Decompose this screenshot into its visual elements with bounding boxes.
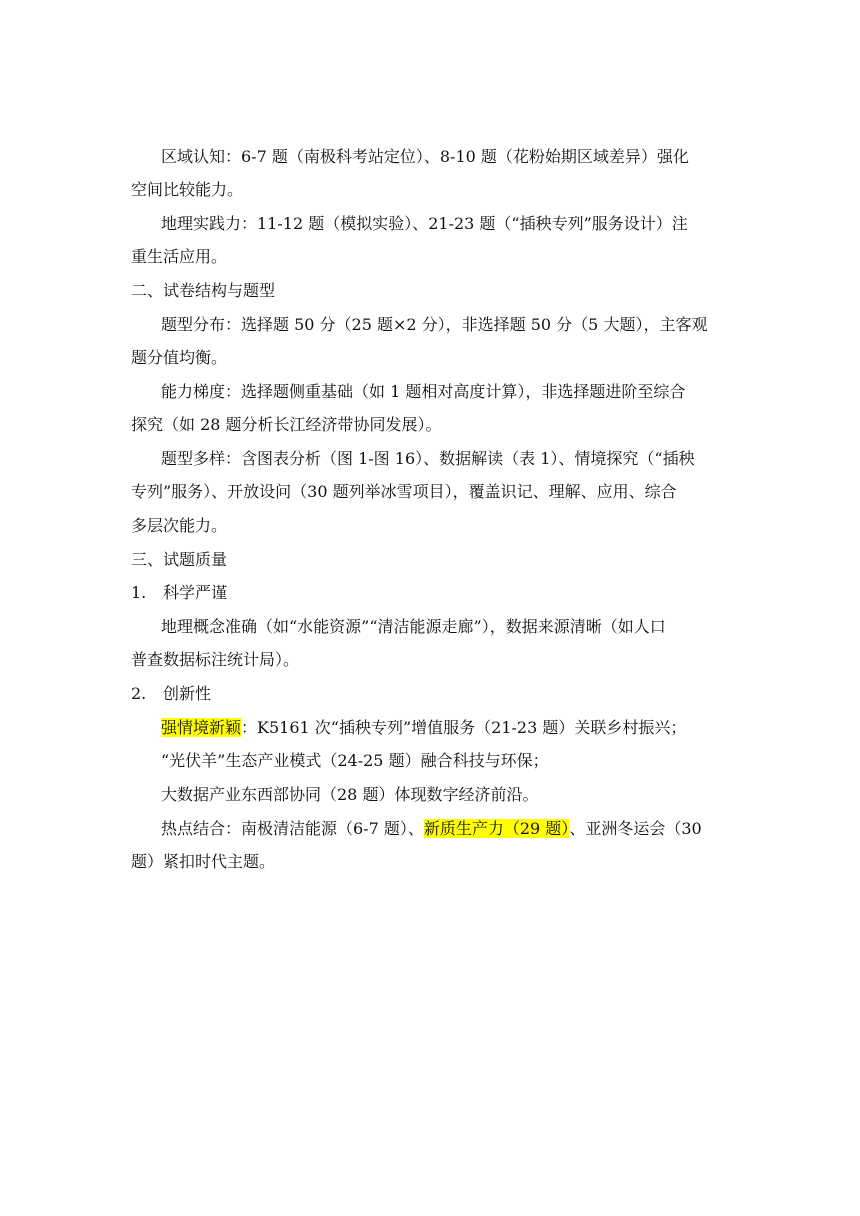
paragraph-text: 热点结合：南极清洁能源（6-7 题）、	[161, 819, 424, 838]
paragraph-practice-line2: 重生活应用。	[131, 247, 228, 266]
paragraph-hotspot-line2: 题）紧扣时代主题。	[131, 852, 276, 871]
paragraph-region-line2: 空间比较能力。	[131, 180, 244, 199]
paragraph-innovation-line1	[161, 718, 761, 738]
section-heading-quality: 三、试题质量	[131, 550, 228, 569]
list-item-title: 创新性	[163, 684, 212, 703]
highlighted-text: 强情境新颖	[161, 718, 242, 737]
paragraph-ability-line1: 能力梯度：选择题侧重基础（如 1 题相对高度计算），非选择题进阶至综合	[161, 382, 686, 401]
list-number: 1.	[131, 583, 147, 602]
paragraph-distribution-line2: 题分值均衡。	[131, 348, 228, 367]
list-item-innovation	[131, 684, 731, 704]
paragraph-hotspot-line1	[161, 819, 761, 839]
section-heading-structure: 二、试卷结构与题型	[131, 281, 276, 300]
paragraph-variety-line1: 题型多样：含图表分析（图 1-图 16）、数据解读（表 1）、情境探究（“插秧	[161, 449, 695, 468]
paragraph-text: 、亚洲冬运会（30	[569, 819, 702, 838]
paragraph-innovation-line3: 大数据产业东西部协同（28 题）体现数字经济前沿。	[161, 785, 539, 804]
paragraph-distribution-line1: 题型分布：选择题 50 分（25 题×2 分），非选择题 50 分（5 大题），主客观	[161, 315, 708, 334]
paragraph-variety-line2: 专列”服务）、开放设问（30 题列举冰雪项目），覆盖识记、理解、应用、综合	[131, 482, 677, 501]
list-item-scientific	[131, 583, 731, 603]
paragraph-region-line1: 区域认知：6-7 题（南极科考站定位）、8-10 题（花粉始期区域差异）强化	[161, 147, 689, 166]
paragraph-ability-line2: 探究（如 28 题分析长江经济带协同发展）。	[131, 415, 442, 434]
paragraph-variety-line3: 多层次能力。	[131, 516, 228, 535]
paragraph-scientific-line2: 普查数据标注统计局）。	[131, 650, 300, 669]
paragraph-scientific-line1: 地理概念准确（如“水能资源”“清洁能源走廊”），数据来源清晰（如人口	[161, 617, 666, 636]
paragraph-text: ：K5161 次“插秧专列”增值服务（21-23 题）关联乡村振兴；	[241, 718, 687, 737]
list-number: 2.	[131, 684, 147, 703]
list-item-title: 科学严谨	[163, 583, 228, 602]
paragraph-innovation-line2: “光伏羊”生态产业模式（24-25 题）融合科技与环保；	[161, 751, 549, 770]
highlighted-text: 新质生产力（29 题）	[423, 819, 570, 838]
paragraph-practice-line1: 地理实践力：11-12 题（模拟实验）、21-23 题（“插秧专列”服务设计）注	[161, 214, 688, 233]
